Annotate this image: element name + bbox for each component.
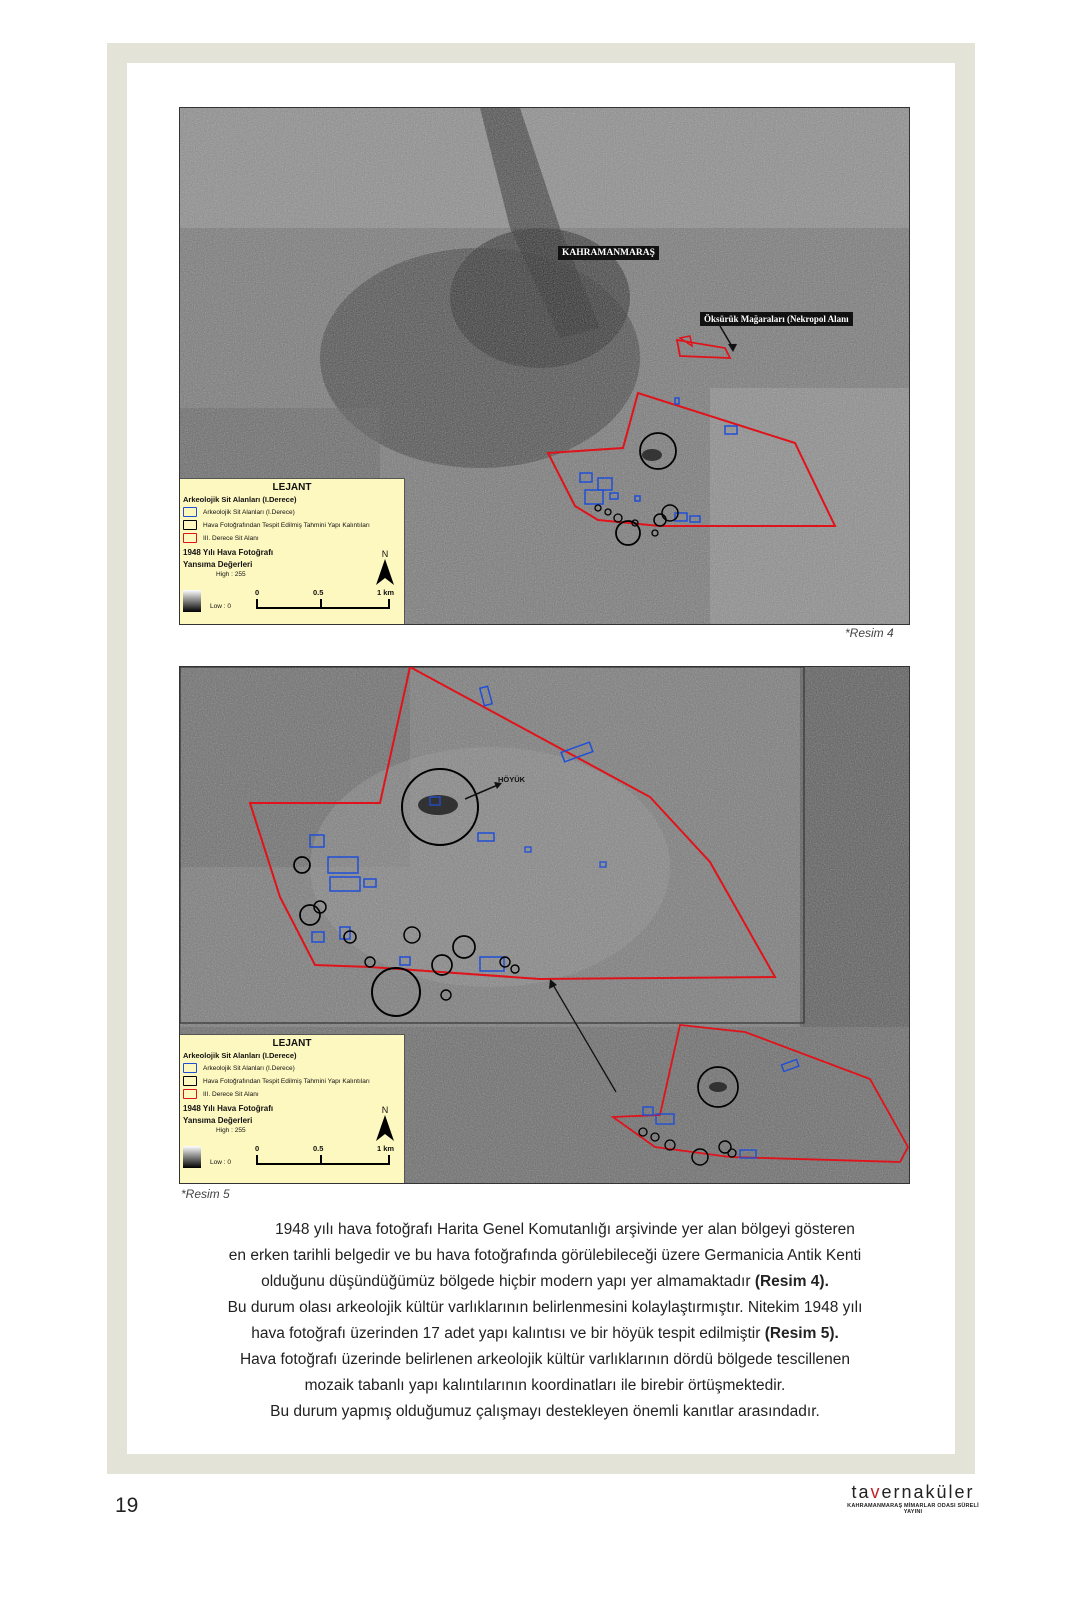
scale-label-05: 0.5 (313, 588, 324, 597)
figure-reference: (Resim 5). (764, 1325, 839, 1342)
legend-section: Arkeolojik Sit Alanları (I.Derece) (183, 1051, 297, 1060)
legend-high: High : 255 (216, 1127, 246, 1134)
scale-bar (256, 599, 390, 609)
mound-label: HÖYÜK (498, 775, 526, 784)
brand-name (838, 1482, 988, 1503)
aerial-photo-1948-resim4 (179, 107, 910, 625)
body-paragraph (190, 1217, 900, 1425)
aerial-photo-1948-resim5 (179, 666, 910, 1184)
paragraph-line (190, 1269, 900, 1295)
city-label: KAHRAMANMARAŞ (558, 246, 659, 260)
legend-swatch-red (183, 533, 197, 543)
paragraph-line: mozaik tabanlı yapı kalıntılarının koordinatları ile birebir örtüşmektedir. (304, 1377, 786, 1394)
paragraph-line: Bu durum olası arkeolojik kültür varlıklarının belirlenmesini kolaylaştırmıştır. Nitekim 1948 yılı (227, 1299, 863, 1316)
page-number: 19 (115, 1494, 139, 1517)
paragraph-line: Bu durum yapmış olduğumuz çalışmayı destekleyen önemli kanıtlar arasındadır. (270, 1403, 820, 1420)
scale-label-1: 1 km (377, 588, 395, 597)
caption-resim4: *Resim 4 (845, 626, 894, 640)
legend-gradient (183, 1146, 201, 1168)
brand-mark: v (870, 1482, 882, 1502)
map-legend (179, 478, 405, 625)
scale-bar (256, 1155, 390, 1165)
legend-item-black (183, 520, 404, 530)
brand-name-part: ta (851, 1482, 871, 1502)
legend-low: Low : 0 (210, 603, 231, 610)
legend-item-red (183, 533, 404, 543)
scale-label-0: 0 (255, 588, 260, 597)
legend-swatch-red (183, 1089, 197, 1099)
scale-label-0: 0 (255, 1144, 260, 1153)
legend-title: LEJANT (272, 1038, 312, 1049)
north-arrow-icon (374, 549, 396, 587)
legend-values-title: Yansıma Değerleri (183, 560, 253, 569)
legend-swatch-black (183, 1076, 197, 1086)
legend-item-label: Arkeolojik Sit Alanları (I.Derece) (203, 1064, 295, 1072)
legend-item-label: Hava Fotoğrafından Tespit Edilmiş Tahmini Yapı Kalıntıları (203, 1077, 370, 1085)
legend-item-label: Hava Fotoğrafından Tespit Edilmiş Tahmini Yapı Kalıntıları (203, 521, 370, 529)
brand-logo (838, 1482, 988, 1515)
legend-swatch-blue (183, 507, 197, 517)
paragraph-line: en erken tarihli belgedir ve bu hava fotoğrafında görülebileceği üzere Germanicia Antik Kenti (228, 1247, 862, 1264)
north-label: N (381, 549, 389, 559)
legend-item-blue (183, 1063, 404, 1073)
legend-item-blue (183, 507, 404, 517)
legend-item-black (183, 1076, 404, 1086)
legend-photo-title: 1948 Yılı Hava Fotoğrafı (183, 1104, 274, 1113)
legend-title: LEJANT (272, 482, 312, 493)
legend-item-label: Arkeolojik Sit Alanları (I.Derece) (203, 508, 295, 516)
legend-photo-title: 1948 Yılı Hava Fotoğrafı (183, 548, 274, 557)
legend-low: Low : 0 (210, 1159, 231, 1166)
paragraph-line (190, 1321, 900, 1347)
scale-label-05: 0.5 (313, 1144, 324, 1153)
brand-name-part: ernaküler (881, 1482, 975, 1502)
north-arrow-icon (374, 1105, 396, 1143)
legend-values-title: Yansıma Değerleri (183, 1116, 253, 1125)
paragraph-line: 1948 yılı hava fotoğrafı Harita Genel Komutanlığı arşivinde yer alan bölgeyi gösteren (275, 1221, 855, 1238)
legend-high: High : 255 (216, 571, 246, 578)
north-label: N (381, 1105, 389, 1115)
caption-resim5: *Resim 5 (181, 1187, 230, 1201)
brand-tagline: KAHRAMANMARAŞ MİMARLAR ODASI SÜRELİ YAYINI (847, 1503, 979, 1515)
legend-gradient (183, 590, 201, 612)
scale-label-1: 1 km (377, 1144, 395, 1153)
legend-item-red (183, 1089, 404, 1099)
paragraph-line: Hava fotoğrafı üzerinde belirlenen arkeolojik kültür varlıklarının dördü bölgede tescillenen (239, 1351, 851, 1368)
legend-item-label: III. Derece Sit Alanı (203, 534, 259, 542)
legend-section: Arkeolojik Sit Alanları (I.Derece) (183, 495, 297, 504)
legend-item-label: III. Derece Sit Alanı (203, 1090, 259, 1098)
paragraph-text: olduğunu düşündüğümüz bölgede hiçbir modern yapı yer almamaktadır (261, 1273, 755, 1290)
legend-swatch-blue (183, 1063, 197, 1073)
legend-swatch-black (183, 520, 197, 530)
paragraph-text: hava fotoğrafı üzerinden 17 adet yapı kalıntısı ve bir höyük tespit edilmiştir (251, 1325, 765, 1342)
necropolis-label: Öksürük Mağaraları (Nekropol Alanı (700, 312, 853, 326)
map-legend (179, 1034, 405, 1184)
figure-reference: (Resim 4). (754, 1273, 829, 1290)
